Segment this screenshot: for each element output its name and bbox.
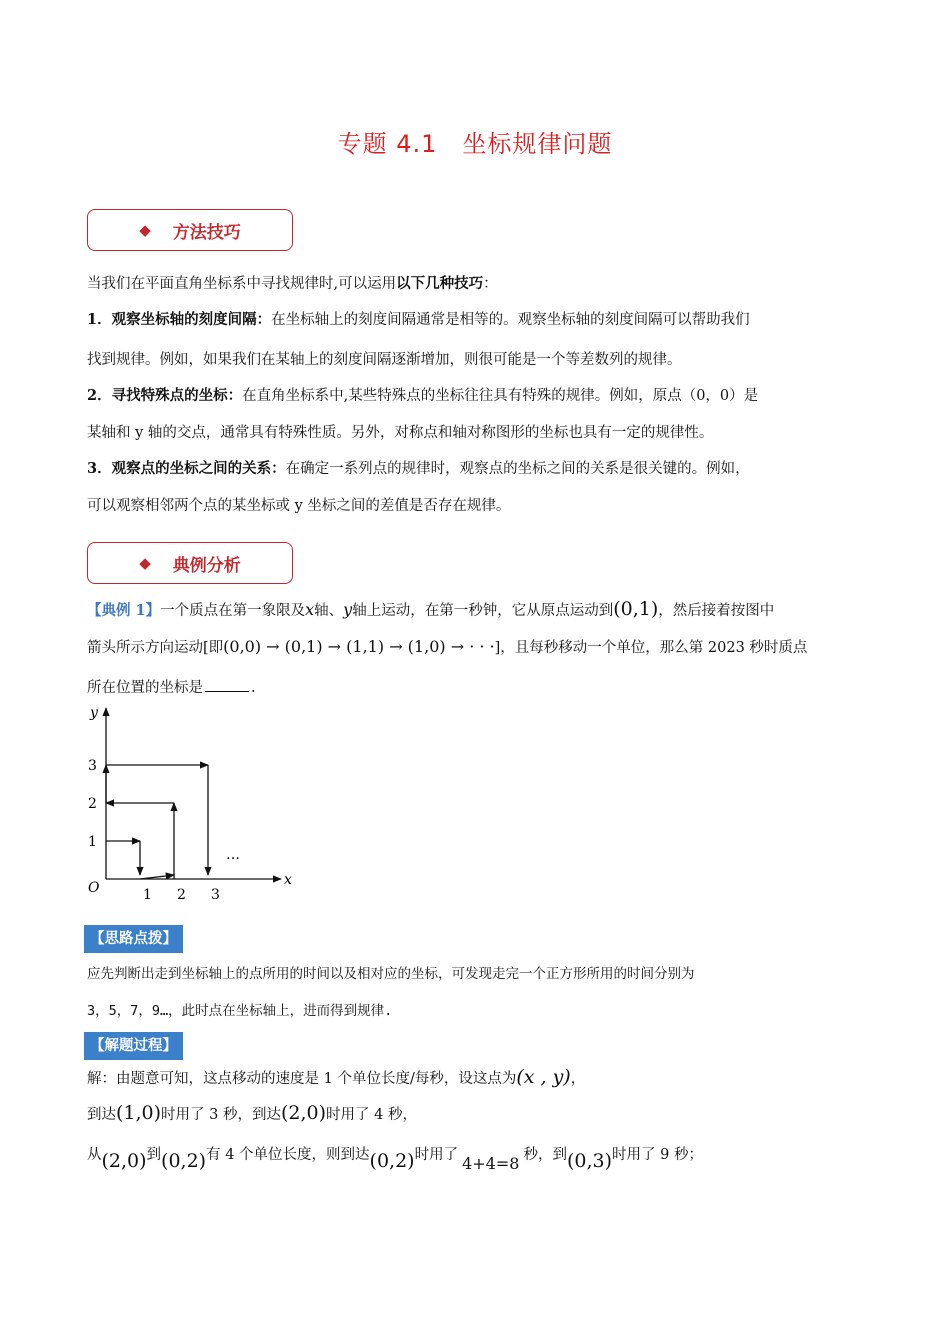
intro-colon: ： xyxy=(483,276,498,292)
solution-text: 从 xyxy=(87,1147,102,1163)
coordinate-diagram xyxy=(82,700,297,910)
methods-intro xyxy=(87,273,867,295)
tip2-text: 在直角坐标系中,某些特殊点的坐标往往具有特殊的规律。例如，原点（0，0）是 xyxy=(242,388,759,404)
tip2-line2: 某轴和 y 轴的交点，通常具有特殊性质。另外，对称点和轴对称图形的坐标也具有一定的规律性。 xyxy=(87,425,714,441)
tip1-line2: 找到规律。例如，如果我们在某轴上的刻度间隔逐渐增加，则很可能是一个等差数列的规律。 xyxy=(87,352,682,368)
y-tick-label: 2 xyxy=(88,796,97,812)
example-text: ，然后接着按图中 xyxy=(658,603,775,619)
x-tick-label: 3 xyxy=(211,887,220,903)
ellipsis-label: … xyxy=(226,847,240,863)
tip3-title: 3．观察点的坐标之间的关系： xyxy=(87,460,286,477)
tip3-line1 xyxy=(87,458,867,480)
tip3-line2: 可以观察相邻两个点的某坐标或 y 坐标之间的差值是否存在规律。 xyxy=(87,498,511,514)
intro-text: 当我们在平面直角坐标系中寻找规律时,可以运用 xyxy=(87,276,397,292)
math-point: (2,0) xyxy=(281,1102,327,1124)
solution-text: 时用了 4 秒， xyxy=(326,1107,417,1123)
x-tick-label: 1 xyxy=(143,887,152,903)
x-tick-label: 2 xyxy=(177,887,186,903)
example-text: . xyxy=(251,680,256,696)
math-equation: 4+4=8 xyxy=(462,1154,520,1173)
section-label-methods: 方法技巧 xyxy=(172,222,241,243)
math-point: (2,0) xyxy=(101,1150,147,1172)
section-header-examples xyxy=(87,542,293,584)
example-text: ]，且每秒移动一个单位，那么第 2023 秒时质点 xyxy=(494,640,808,656)
origin-label: O xyxy=(88,880,100,896)
solution-line2 xyxy=(87,1102,867,1126)
solution-text: 时用了 3 秒，到达 xyxy=(161,1107,281,1123)
y-tick-label: 1 xyxy=(88,834,97,850)
solution-text: 到 xyxy=(146,1147,162,1163)
example-text: 箭头所示方向运动[即 xyxy=(87,640,224,656)
hint-line1: 应先判断出走到坐标轴上的点所用的时间以及相对应的坐标，可发现走完一个正方形所用的时间分别为 xyxy=(87,966,695,982)
example-text: 所在位置的坐标是 xyxy=(87,680,203,696)
tip2-title: 2．寻找特殊点的坐标： xyxy=(87,387,243,404)
math-point: (0,2) xyxy=(161,1150,207,1172)
y-tick-label: 3 xyxy=(88,758,97,774)
solution-text: 秒，到 xyxy=(523,1147,567,1163)
math-point: (1,0) xyxy=(116,1102,162,1124)
solution-tag: 【解题过程】 xyxy=(84,1032,183,1060)
example-line1 xyxy=(87,598,867,622)
solution-text: ， xyxy=(570,1071,586,1087)
tip1-title: 1．观察坐标轴的刻度间隔： xyxy=(87,311,272,328)
example-text: 轴、 xyxy=(314,603,344,619)
solution-text: 有 4 个单位长度，则到达 xyxy=(206,1147,370,1163)
example-tag: 【典例 1】 xyxy=(87,602,161,619)
hint-line2: 3，5，7，9…，此时点在坐标轴上，进而得到规律. xyxy=(87,1003,393,1019)
example-text: 轴上运动，在第一秒钟，它从原点运动到 xyxy=(352,603,614,619)
diamond-icon: ◆ xyxy=(139,221,151,239)
solution-text: 时用了 9 秒； xyxy=(612,1147,703,1163)
hint-tag: 【思路点拨】 xyxy=(84,925,183,953)
y-axis-label: y xyxy=(90,705,98,721)
solution-text: 解：由题意可知，这点移动的速度是 1 个单位长度/每秒，设这点为 xyxy=(87,1071,517,1087)
solution-line1 xyxy=(87,1066,867,1090)
math-y: y xyxy=(343,600,353,619)
tip3-text: 在确定一系列点的规律时，观察点的坐标之间的关系是很关键的。例如， xyxy=(285,461,750,477)
x-axis-label: x xyxy=(284,872,292,888)
example-text: 一个质点在第一象限及 xyxy=(160,603,306,619)
page-title: 专题 4.1 坐标规律问题 xyxy=(337,130,613,158)
tip1-text: 在坐标轴上的刻度间隔通常是相等的。观察坐标轴的刻度间隔可以帮助我们 xyxy=(271,312,750,328)
tip1-line1 xyxy=(87,309,867,331)
tip2-line1 xyxy=(87,385,867,407)
section-label-examples: 典例分析 xyxy=(172,555,241,576)
math-x: x xyxy=(305,600,315,619)
solution-text: 时用了 xyxy=(414,1147,459,1163)
solution-text: 到达 xyxy=(87,1107,116,1123)
example-line3 xyxy=(87,677,867,699)
section-header-methods xyxy=(87,209,293,251)
example-line2 xyxy=(87,636,867,659)
math-point: (0,2) xyxy=(369,1150,415,1172)
math-sequence: (0,0) → (0,1) → (1,1) → (1,0) → · · · xyxy=(223,637,495,656)
math-point: (0,1) xyxy=(613,598,659,620)
answer-blank[interactable] xyxy=(205,691,249,692)
math-point: (x , y) xyxy=(516,1066,571,1088)
diamond-icon: ◆ xyxy=(139,554,151,572)
intro-bold: 以下几种技巧 xyxy=(396,275,484,292)
math-point: (0,3) xyxy=(566,1150,612,1172)
solution-line3 xyxy=(87,1142,867,1173)
